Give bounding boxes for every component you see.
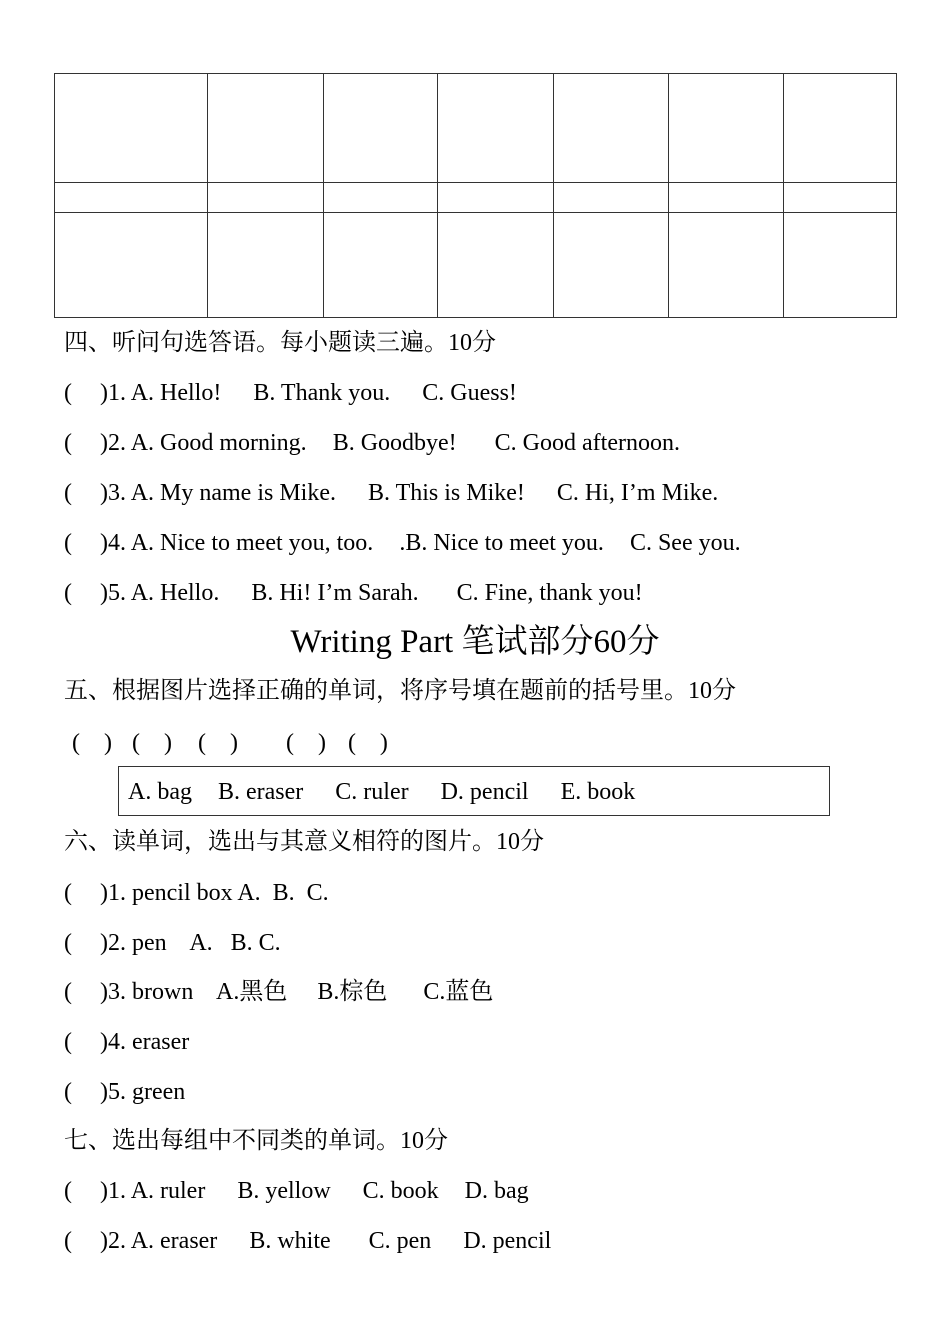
question-row	[64, 578, 643, 608]
word-option: E. book	[560, 779, 636, 805]
option-d: D. pencil	[463, 1228, 552, 1254]
grid-cell	[669, 212, 784, 317]
grid-cell	[554, 212, 669, 317]
grid-cell	[324, 74, 438, 183]
option-c: C. Guess!	[422, 380, 517, 406]
question-number: )2.	[100, 430, 126, 456]
option-c: C. book	[362, 1178, 439, 1204]
section7-heading: 七、选出每组中不同类的单词。10分	[64, 1128, 448, 1154]
paren: (	[64, 930, 72, 956]
question-number: )4.	[100, 1029, 126, 1055]
option-a: A. Nice to meet you, too.	[130, 530, 374, 556]
option-d: D. bag	[464, 1178, 529, 1204]
grid-cell	[784, 74, 897, 183]
option-b: B. Hi! I’m Sarah.	[251, 580, 419, 606]
grid-cell	[438, 183, 554, 212]
answer-bracket: ( )	[131, 730, 172, 756]
grid-cell	[554, 74, 669, 183]
question-row	[64, 378, 517, 408]
question-number: )4.	[100, 530, 126, 556]
paren: (	[64, 580, 72, 606]
question-row	[64, 977, 493, 1007]
section4-heading: 四、听问句选答语。每小题读三遍。10分	[64, 330, 496, 356]
word-bank-box	[118, 766, 830, 816]
grid-cell	[324, 212, 438, 317]
word-option: D. pencil	[440, 779, 529, 805]
word-option: A. bag	[128, 779, 192, 805]
question-number: )1.	[100, 380, 126, 406]
grid-cell	[669, 74, 784, 183]
answer-brackets-row	[72, 728, 388, 758]
question-text: pen A. B. C.	[132, 930, 281, 956]
question-row	[64, 1077, 185, 1107]
option-c: C. pen	[368, 1228, 432, 1254]
question-number: )1.	[100, 880, 126, 906]
question-number: )3.	[100, 480, 126, 506]
question-row	[64, 1027, 189, 1057]
option-b: B. Goodbye!	[332, 430, 457, 456]
question-text: green	[132, 1079, 186, 1105]
option-b: B. yellow	[237, 1178, 331, 1204]
word-option: B. eraser	[217, 779, 304, 805]
grid-cell	[784, 212, 897, 317]
section6-heading: 六、读单词，选出与其意义相符的图片。10分	[64, 829, 544, 855]
paren: (	[64, 380, 72, 406]
section5-heading: 五、根据图片选择正确的单词，将序号填在题前的括号里。10分	[64, 678, 736, 704]
grid-cell	[55, 183, 208, 212]
grid-cell	[55, 212, 208, 317]
paren: (	[64, 430, 72, 456]
grid-cell	[554, 183, 669, 212]
answer-bracket: ( )	[285, 730, 326, 756]
paren: (	[64, 880, 72, 906]
grid-cell	[438, 212, 554, 317]
writing-part-title: Writing Part 笔试部分60分	[290, 624, 660, 660]
paren: (	[64, 480, 72, 506]
option-a: A. eraser	[130, 1228, 218, 1254]
question-row	[64, 878, 329, 908]
question-number: )2.	[100, 930, 126, 956]
option-b: B. This is Mike!	[368, 480, 525, 506]
question-text: eraser	[132, 1029, 190, 1055]
option-b: B. white	[249, 1228, 331, 1254]
answer-bracket: ( )	[72, 730, 112, 756]
option-a: A. Hello!	[130, 380, 222, 406]
question-number: )2.	[100, 1228, 126, 1254]
paren: (	[64, 979, 72, 1005]
option-b: B. Thank you.	[253, 380, 391, 406]
question-number: )1.	[100, 1178, 126, 1204]
grid-cell	[208, 74, 324, 183]
question-row	[64, 478, 718, 508]
question-row	[64, 928, 281, 958]
grid-cell	[208, 212, 324, 317]
paren: (	[64, 1178, 72, 1204]
grid-cell	[208, 183, 324, 212]
option-c: C. See you.	[629, 530, 741, 556]
option-c: C. Fine, thank you!	[456, 580, 643, 606]
question-text: brown A.黑色 B.棕色 C.蓝色	[132, 979, 494, 1005]
option-b: .B. Nice to meet you.	[399, 530, 604, 556]
paren: (	[64, 1079, 72, 1105]
option-a: A. My name is Mike.	[130, 480, 336, 506]
picture-grid-table	[54, 73, 897, 318]
question-number: )5.	[100, 1079, 126, 1105]
option-a: A. ruler	[130, 1178, 206, 1204]
question-row	[64, 1226, 551, 1256]
paren: (	[64, 1029, 72, 1055]
grid-cell	[784, 183, 897, 212]
option-a: A. Good morning.	[130, 430, 307, 456]
answer-bracket: ( )	[197, 730, 238, 756]
grid-cell	[324, 183, 438, 212]
question-row	[64, 1176, 529, 1206]
paren: (	[64, 1228, 72, 1254]
grid-cell	[438, 74, 554, 183]
question-number: )5.	[100, 580, 126, 606]
option-c: C. Hi, I’m Mike.	[556, 480, 719, 506]
question-row	[64, 428, 680, 458]
option-a: A. Hello.	[130, 580, 220, 606]
option-c: C. Good afternoon.	[494, 430, 680, 456]
question-row	[64, 528, 741, 558]
grid-cell	[55, 74, 208, 183]
answer-bracket: ( )	[347, 730, 388, 756]
question-number: )3.	[100, 979, 126, 1005]
paren: (	[64, 530, 72, 556]
grid-cell	[669, 183, 784, 212]
question-text: pencil box A. B. C.	[132, 880, 329, 906]
word-option: C. ruler	[335, 779, 409, 805]
